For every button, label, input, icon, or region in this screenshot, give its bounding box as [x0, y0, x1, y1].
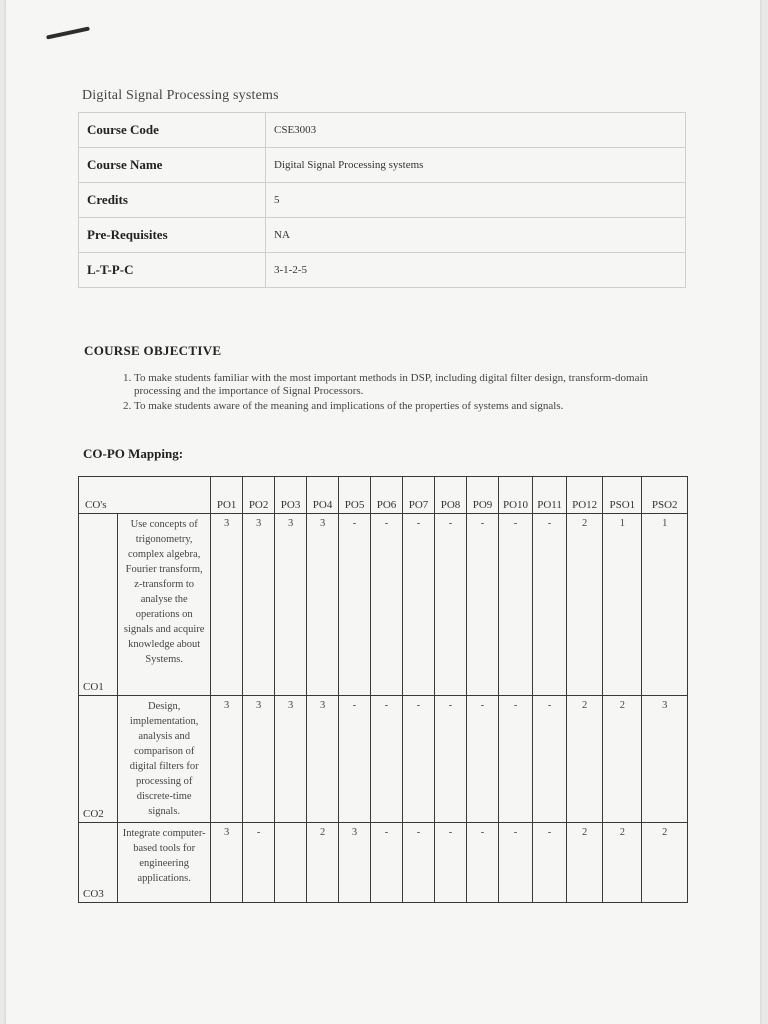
mapping-cell: - [243, 823, 275, 903]
co-po-mapping-heading: CO-PO Mapping: [83, 446, 184, 461]
mapping-cell: 1 [642, 514, 688, 696]
mapping-cell [275, 823, 307, 903]
mapping-cell: 3 [275, 514, 307, 696]
course-info-row [79, 183, 686, 218]
mapping-cell: 3 [211, 514, 243, 696]
course-code-value: CSE3003 [266, 113, 686, 148]
document-page [6, 0, 760, 1024]
mapping-cell: - [339, 514, 371, 696]
course-info-row [79, 218, 686, 253]
co-id: CO2 [79, 696, 118, 823]
mapping-cell: - [498, 696, 532, 823]
mapping-cell: - [339, 696, 371, 823]
ltpc-label: L-T-P-C [79, 253, 266, 288]
po9-header: PO9 [467, 477, 499, 514]
mapping-cell: - [467, 823, 499, 903]
course-objective-heading: COURSE OBJECTIVE [84, 343, 222, 358]
course-info-row [79, 253, 686, 288]
mapping-cell: 3 [275, 696, 307, 823]
mapping-cell: 3 [339, 823, 371, 903]
objective-item: 1. To make students familiar with the most important methods in DSP, including digital filter design, transform-domain processing and the importance of Signal Processors. [134, 372, 674, 398]
po4-header: PO4 [307, 477, 339, 514]
mapping-cell: 3 [307, 696, 339, 823]
mapping-cell: 3 [211, 696, 243, 823]
mapping-cell: 2 [567, 696, 603, 823]
mapping-cell: 3 [243, 696, 275, 823]
prerequisites-value: NA [266, 218, 686, 253]
co-id: CO1 [79, 514, 118, 696]
pen-mark [46, 26, 90, 39]
mapping-cell: - [467, 514, 499, 696]
mapping-cell: 3 [642, 696, 688, 823]
mapping-cell: 2 [307, 823, 339, 903]
po11-header: PO11 [533, 477, 567, 514]
course-info-table [78, 112, 686, 288]
mapping-cell: - [403, 696, 435, 823]
mapping-cell: - [498, 823, 532, 903]
mapping-row-co3 [79, 823, 688, 903]
mapping-cell: 2 [603, 696, 642, 823]
po2-header: PO2 [243, 477, 275, 514]
mapping-cell: 2 [567, 823, 603, 903]
objective-list [110, 372, 674, 415]
course-code-label: Course Code [79, 113, 266, 148]
credits-value: 5 [266, 183, 686, 218]
pso2-header: PSO2 [642, 477, 688, 514]
po10-header: PO10 [498, 477, 532, 514]
course-info-row [79, 148, 686, 183]
objective-item: 2. To make students aware of the meaning and implications of the properties of systems and signals. [134, 400, 674, 413]
mapping-cell: - [467, 696, 499, 823]
po12-header: PO12 [567, 477, 603, 514]
po5-header: PO5 [339, 477, 371, 514]
mapping-cell: - [403, 514, 435, 696]
mapping-cell: - [533, 514, 567, 696]
mapping-cell: 2 [642, 823, 688, 903]
document-title: Digital Signal Processing systems [82, 88, 279, 103]
co-description: Use concepts of trigonometry, complex algebra, Fourier transform, z-transform to analyse the operations on signals and acquire knowledge about Systems. [118, 514, 211, 696]
mapping-cell: 3 [211, 823, 243, 903]
po3-header: PO3 [275, 477, 307, 514]
course-name-label: Course Name [79, 148, 266, 183]
mapping-cell: 3 [243, 514, 275, 696]
mapping-cell: 2 [603, 823, 642, 903]
mapping-cell: 1 [603, 514, 642, 696]
mapping-cell: - [435, 696, 467, 823]
mapping-cell: - [371, 696, 403, 823]
mapping-cell: - [435, 823, 467, 903]
co-description: Design, implementation, analysis and comparison of digital filters for processing of discrete-time signals. [118, 696, 211, 823]
credits-label: Credits [79, 183, 266, 218]
po7-header: PO7 [403, 477, 435, 514]
course-info-row [79, 113, 686, 148]
mapping-cell: - [403, 823, 435, 903]
mapping-cell: - [435, 514, 467, 696]
co-po-mapping-table [78, 476, 688, 903]
mapping-cell: - [371, 514, 403, 696]
mapping-cell: 3 [307, 514, 339, 696]
mapping-cell: - [533, 823, 567, 903]
cos-header: CO's [79, 477, 211, 514]
mapping-row-co1 [79, 514, 688, 696]
mapping-cell: 2 [567, 514, 603, 696]
co-id: CO3 [79, 823, 118, 903]
pso1-header: PSO1 [603, 477, 642, 514]
mapping-cell: - [498, 514, 532, 696]
po6-header: PO6 [371, 477, 403, 514]
po8-header: PO8 [435, 477, 467, 514]
mapping-cell: - [371, 823, 403, 903]
mapping-header-row [79, 477, 688, 514]
ltpc-value: 3-1-2-5 [266, 253, 686, 288]
prerequisites-label: Pre-Requisites [79, 218, 266, 253]
co-description: Integrate computer-based tools for engineering applications. [118, 823, 211, 903]
mapping-cell: - [533, 696, 567, 823]
mapping-row-co2 [79, 696, 688, 823]
po1-header: PO1 [211, 477, 243, 514]
course-name-value: Digital Signal Processing systems [266, 148, 686, 183]
